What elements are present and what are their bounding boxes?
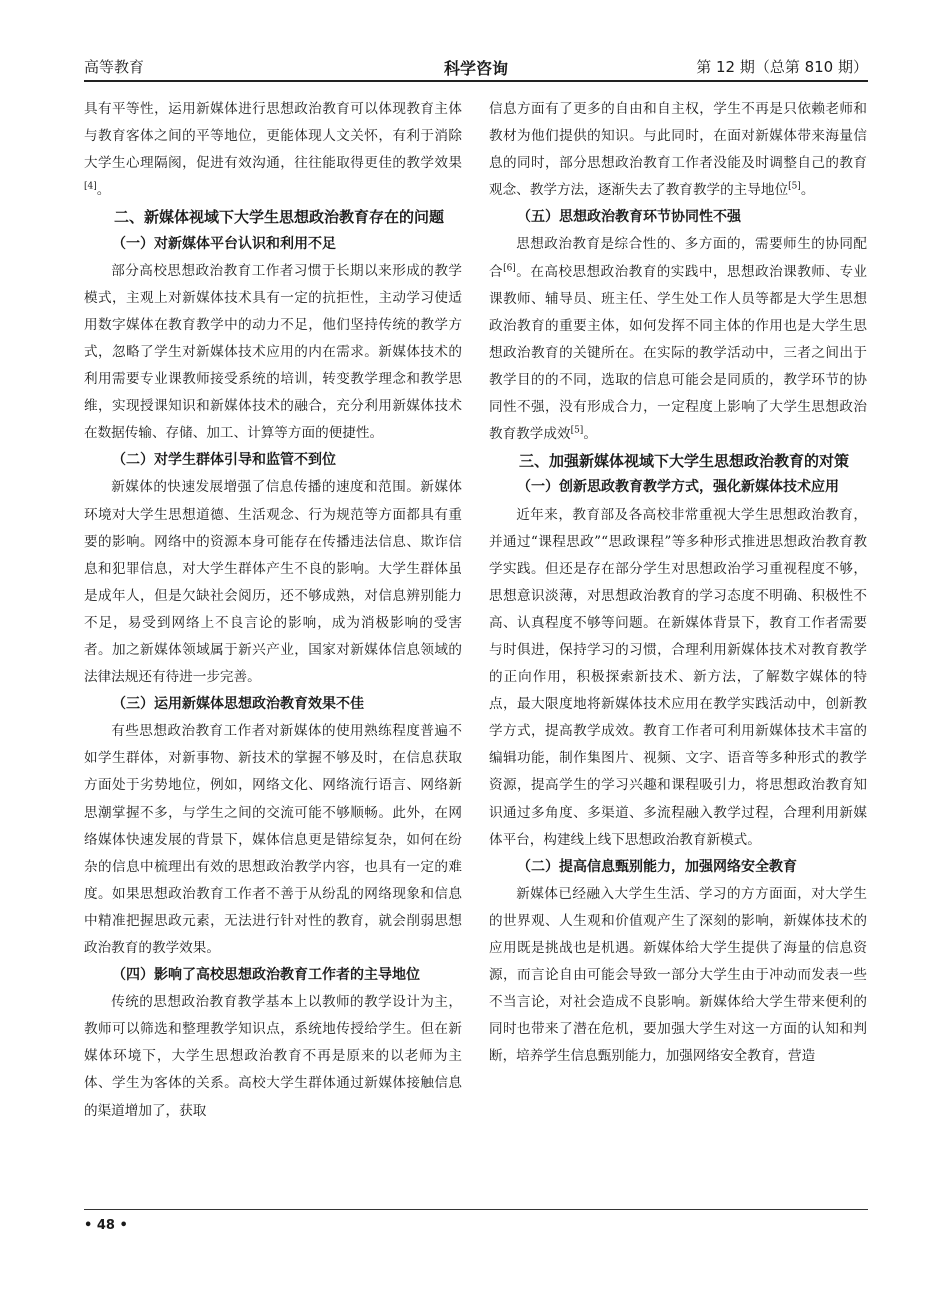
header-rule [84, 80, 868, 82]
footer-rule [84, 1209, 868, 1210]
header-issue-number: 第 12 期（总第 810 期） [696, 58, 868, 76]
citation-ref: [4] [84, 181, 97, 192]
section-heading: 二、新媒体视域下大学生思想政治教育存在的问题 [114, 208, 445, 227]
subsection-heading: （二）对学生群体引导和监管不到位 [112, 452, 336, 469]
left-column [84, 96, 462, 1201]
subsection-heading: （四）影响了高校思想政治教育工作者的主导地位 [112, 967, 420, 984]
paragraph: 思想政治教育是综合性的、多方面的，需要师生的协同配合[6]。在高校思想政治教育的实践中，思想政治课教师、专业课教师、辅导员、班主任、学生处工作人员等都是大学生思想政治教育的重要主体，如何发挥不同主体的作用也是大学生思想政治教育的关键所在。在实际的教学活动中，三者之间出于教学目的的不同，选取的信息可能会是同质的，教学环节的协同性不强，没有形成合力，一定程度上影响了大学生思想政治教育教学成效[5]。 [489, 236, 867, 443]
paragraph: 部分高校思想政治教育工作者习惯于长期以来形成的教学模式，主观上对新媒体技术具有一定的抗拒性，主动学习使适用数字媒体在教育教学中的动力不足，他们坚持传统的教学方式，忽略了学生对新媒体技术应用的内在需求。新媒体技术的利用需要专业课教师接受系统的培训，转变教学理念和教学思维，实现授课知识和新媒体技术的融合，充分利用新媒体技术在数据传输、存储、加工、计算等方面的便捷性。 [84, 262, 462, 442]
paragraph: 具有平等性，运用新媒体进行思想政治教育可以体现教育主体与教育客体之间的平等地位，更能体现人文关怀，有利于消除大学生心理隔阂，促进有效沟通，往往能取得更佳的教学效果[4]。 [84, 101, 462, 199]
subsection-heading: （三）运用新媒体思想政治教育效果不佳 [112, 696, 364, 713]
header-journal-title: 科学咨询 [443, 59, 508, 78]
subsection-heading: （一）对新媒体平台认识和利用不足 [112, 235, 336, 252]
paragraph: 传统的思想政治教育教学基本上以教师的教学设计为主，教师可以筛选和整理教学知识点，系统地传授给学生。但在新媒体环境下，大学生思想政治教育不再是原来的以老师为主体、学生为客体的关系。高校大学生群体通过新媒体接触信息的渠道增加了，获取 [84, 994, 462, 1119]
page-number: • 48 • [84, 1218, 128, 1233]
subsection-heading: （二）提高信息甄别能力，加强网络安全教育 [517, 858, 797, 875]
paragraph: 新媒体的快速发展增强了信息传播的速度和范围。新媒体环境对大学生思想道德、生活观念、行为规范等方面都具有重要的影响。网络中的资源本身可能存在传播违法信息、欺诈信息和犯罪信息，对大学生群体产生不良的影响。大学生群体虽是成年人，但是欠缺社会阅历，还不够成熟，对信息辨别能力不足，易受到网络上不良言论的影响，成为消极影响的受害者。加之新媒体领域属于新兴产业，国家对新媒体信息领域的法律法规还有待进一步完善。 [84, 479, 462, 686]
subsection-heading: （五）思想政治教育环节协同性不强 [517, 209, 741, 226]
paragraph: 信息方面有了更多的自由和自主权，学生不再是只依赖老师和教材为他们提供的知识。与此同时，在面对新媒体带来海量信息的同时，部分思想政治教育工作者没能及时调整自己的教育观念、教学方法，逐渐失去了教育教学的主导地位[5]。 [489, 101, 867, 199]
section-heading: 三、加强新媒体视域下大学生思想政治教育的对策 [519, 452, 850, 471]
paragraph: 新媒体已经融入大学生生活、学习的方方面面，对大学生的世界观、人生观和价值观产生了深刻的影响，新媒体技术的应用既是挑战也是机遇。新媒体给大学生提供了海量的信息资源，而言论自由可能会导致一部分大学生由于冲动而发表一些不当言论，对社会造成不良影响。新媒体给大学生带来便利的同时也带来了潜在危机，要加强大学生对这一方面的认知和判断，培养学生信息甄别能力，加强网络安全教育，营造 [489, 885, 867, 1065]
running-header [84, 52, 868, 78]
right-column [489, 96, 867, 1201]
subsection-heading: （一）创新思政教育教学方式，强化新媒体技术应用 [517, 479, 839, 496]
paragraph: 有些思想政治教育工作者对新媒体的使用熟练程度普遍不如学生群体，对新事物、新技术的掌握不够及时，在信息获取方面处于劣势地位，例如，网络文化、网络流行语言、网络新思潮掌握不多，与学生之间的交流可能不够顺畅。此外，在网络媒体快速发展的背景下，媒体信息更是错综复杂，如何在纷杂的信息中梳理出有效的思想政治教学内容，也具有一定的难度。如果思想政治教育工作者不善于从纷乱的网络现象和信息中精准把握思政元素，无法进行针对性的教育，就会削弱思想政治教育的教学效果。 [84, 723, 462, 957]
citation-ref: [5] [570, 425, 584, 436]
citation-ref: [5] [788, 181, 801, 192]
paragraph: 近年来，教育部及各高校非常重视大学生思想政治教育，并通过“课程思政”“思政课程”等多种形式推进思想政治教育教学实践。但还是存在部分学生对思想政治学习重视程度不够，思想意识淡薄，对思想政治教育的学习态度不明确、积极性不高、认真程度不够等问题。在新媒体背景下，教育工作者需要与时俱进，保持学习的习惯，合理利用新媒体技术对教育教学的正向作用，积极探索新技术、新方法，了解数字媒体的特点，最大限度地将新媒体技术应用在教学实践活动中，创新教学方式，提高教学成效。教育工作者可利用新媒体技术丰富的编辑功能，制作集图片、视频、文字、语音等多种形式的教学资源，提高学生的学习兴趣和课程吸引力，将思想政治教育知识通过多角度、多渠道、多流程融入教学过程，合理利用新媒体平台，构建线上线下思想政治教育新模式。 [489, 506, 867, 848]
citation-ref: [6] [503, 263, 516, 274]
header-section-label: 高等教育 [84, 58, 145, 76]
